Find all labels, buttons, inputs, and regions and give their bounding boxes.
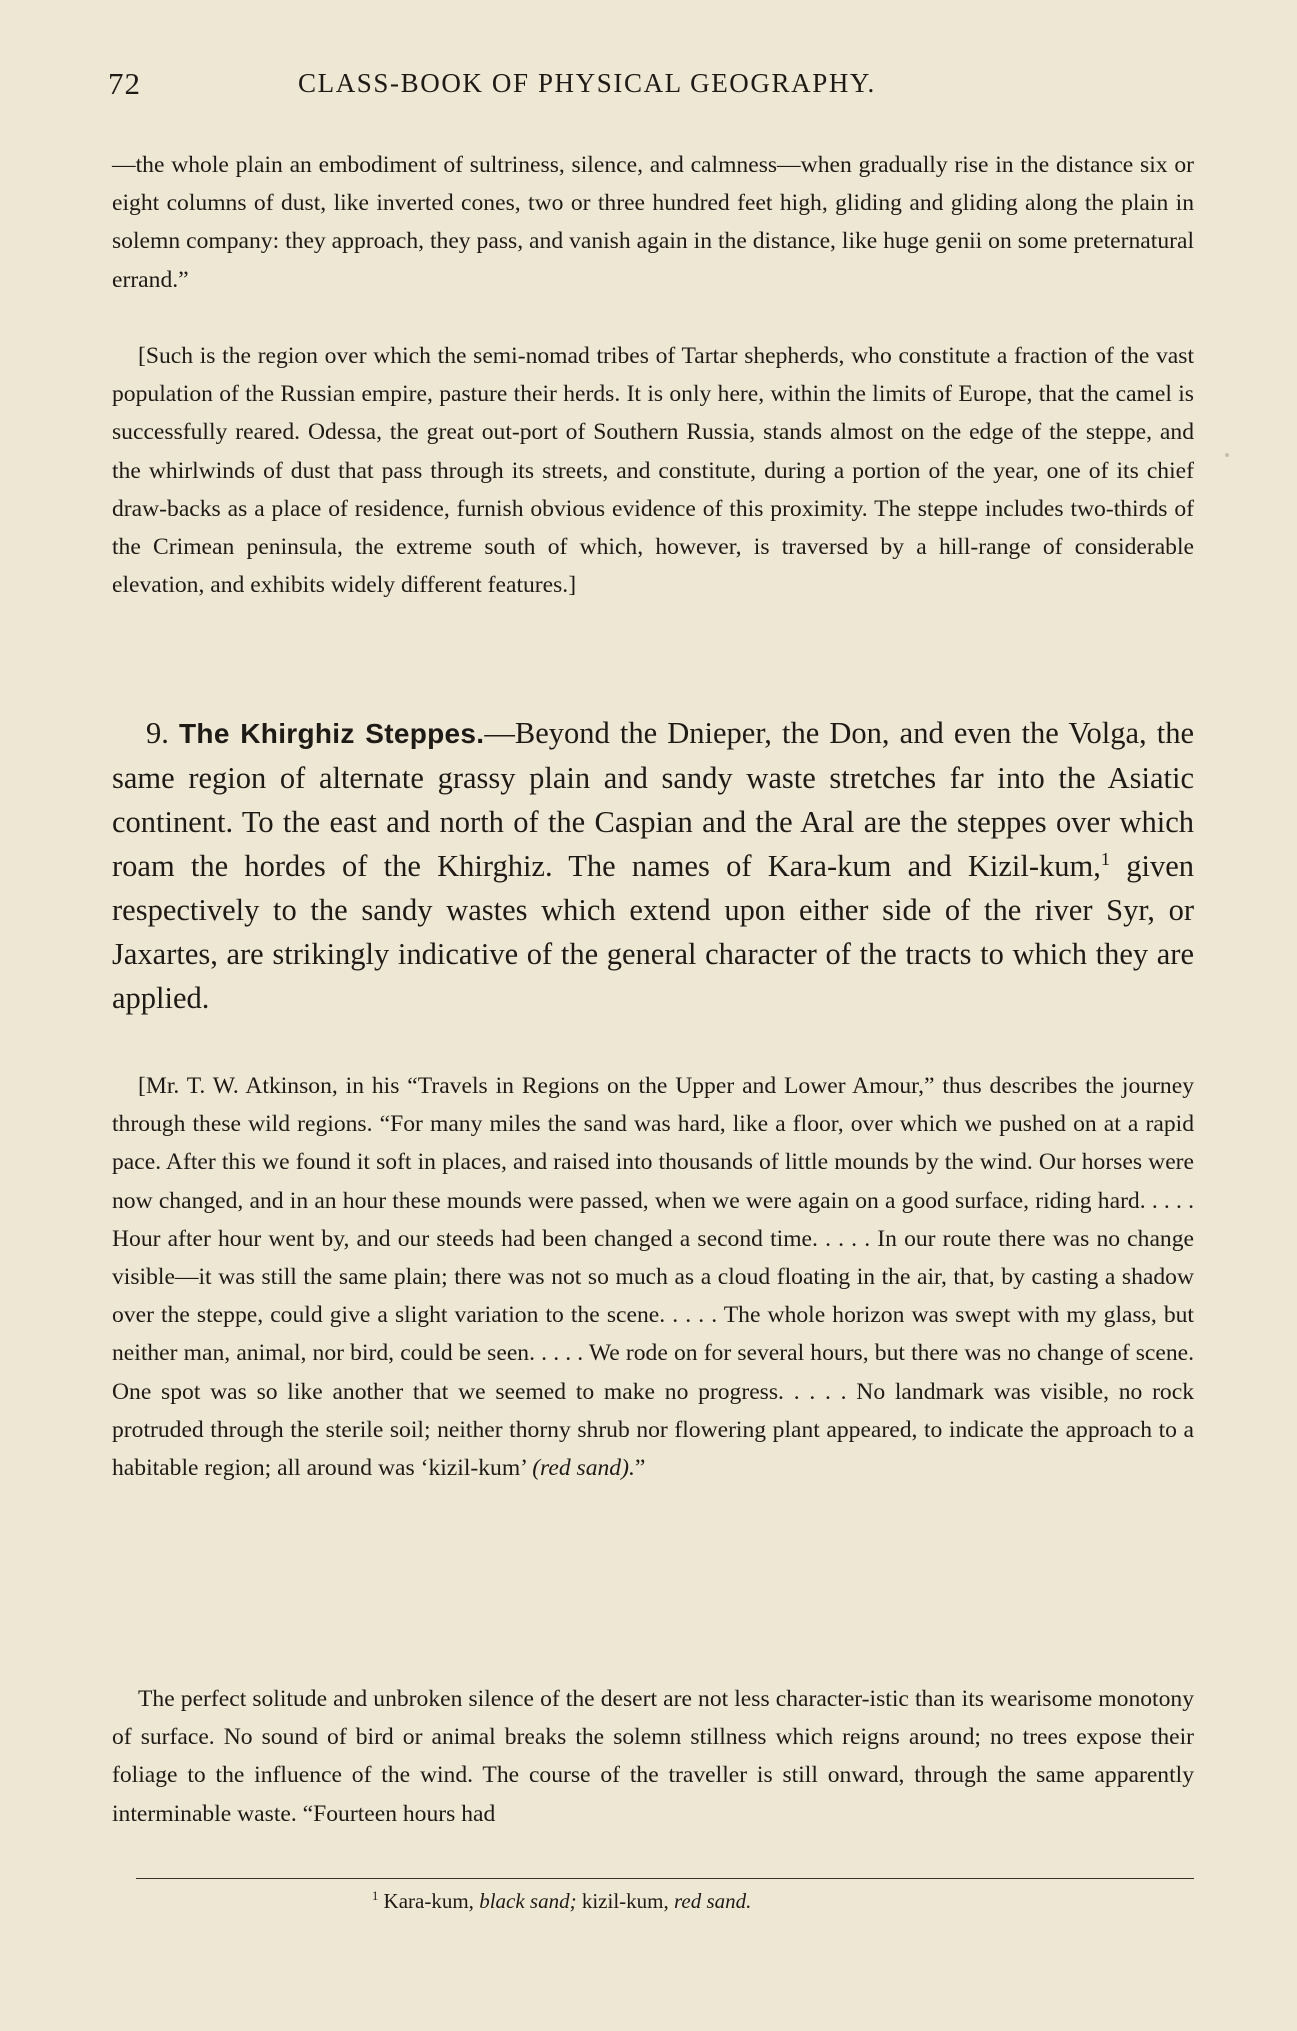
footnote-term-1: Kara-kum, — [383, 1889, 474, 1913]
footnote-meaning-1: black sand; — [479, 1889, 577, 1913]
section-text-b: given respectively to the sandy wastes which extend upon either side of the river Syr, or Jaxartes, are strikingly indicative of the general character of the tracts to which they are applied. — [112, 849, 1194, 1015]
atkinson-quote-close: ” — [634, 1455, 646, 1482]
section-heading: The Khirghiz Steppes. — [179, 718, 485, 749]
footnote-term-2: kizil-kum, — [581, 1889, 669, 1913]
page-number: 72 — [108, 66, 141, 101]
footnote-meaning-2: red sand. — [674, 1889, 752, 1913]
paragraph-atkinson-quote — [112, 1067, 1194, 1487]
section-number: 9. — [146, 716, 169, 750]
paragraph-khirghiz-steppes — [112, 711, 1194, 1020]
running-head: CLASS-BOOK OF PHYSICAL GEOGRAPHY. — [298, 68, 876, 98]
footnote — [372, 1889, 751, 1914]
paragraph-desert-solitude: The perfect solitude and unbroken silence of the desert are not less character-istic than its wearisome monotony of surface. No sound of bird or animal breaks the solemn stillness which reigns around; no trees expose their foliage to the influence of the wind. The course of the traveller is still onward, through the same apparently interminable waste. “Fourteen hours had — [112, 1686, 1194, 1827]
atkinson-quote-text: [Mr. T. W. Atkinson, in his “Travels in Regions on the Upper and Lower Amour,” thus describes the journey through these wild regions. “For many miles the sand was hard, like a floor, over which we pushed on at a rapid pace. After this we found it soft in places, and raised into thousands of little mounds by the wind. Our horses were now changed, and in an hour these mounds were passed, when we were again on a good surface, riding hard. . . . . Hour after hour went by, and our steeds had been changed a second time. . . . . In our route there was no change visible—it was still the same plain; there was not so much as a cloud floating in the air, that, by casting a shadow over the steppe, could give a slight variation to the scene. . . . . The whole horizon was swept with my glass, but neither man, animal, nor bird, could be seen. . . . . We rode on for several hours, but there was no change of scene. One spot was so like another that we seemed to make no progress. . . . . No landmark was visible, no rock protruded through the sterile soil; neither thorny shrub nor flowering plant appeared, to indicate the approach to a habitable region; all around was ‘kizil-kum’ — [112, 1073, 1194, 1482]
section-text-a: —Beyond the Dnieper, the Don, and even the Volga, the same region of alternate grassy plain and sandy waste stretches far into the Asiatic continent. To the east and north of the Caspian and the Aral are the steppes over which roam the hordes of the Khirghiz. The names of Kara-kum and Kizil-kum, — [112, 716, 1195, 883]
footnote-reference: 1 — [1100, 848, 1110, 869]
atkinson-quote-italic: (red sand). — [532, 1455, 635, 1482]
footnote-divider — [136, 1878, 1194, 1879]
paragraph-tartar-steppe: [Such is the region over which the semi-nomad tribes of Tartar shepherds, who constitute a fraction of the vast population of the Russian empire, pasture their herds. It is only here, within the limits of Europe, that the camel is successfully reared. Odessa, the great out-port of Southern Russia, stands almost on the edge of the steppe, and the whirlwinds of dust that pass through its streets, and constitute, during a portion of the year, one of its chief draw-backs as a place of residence, furnish obvious evidence of this proximity. The steppe includes two-thirds of the Crimean peninsula, the extreme south of which, however, is traversed by a hill-range of considerable elevation, and exhibits widely different features.] — [112, 343, 1194, 599]
footnote-marker: 1 — [372, 1889, 379, 1903]
paragraph-quote-ending: —the whole plain an embodiment of sultriness, silence, and calmness—when gradually rise in the distance six or eight columns of dust, like inverted cones, two or three hundred feet high, gliding and gliding along the plain in solemn company: they approach, they pass, and vanish again in the distance, like huge genii on some preternatural errand.” — [112, 152, 1194, 293]
page-header — [108, 66, 1198, 110]
paper-speck — [1225, 453, 1229, 457]
